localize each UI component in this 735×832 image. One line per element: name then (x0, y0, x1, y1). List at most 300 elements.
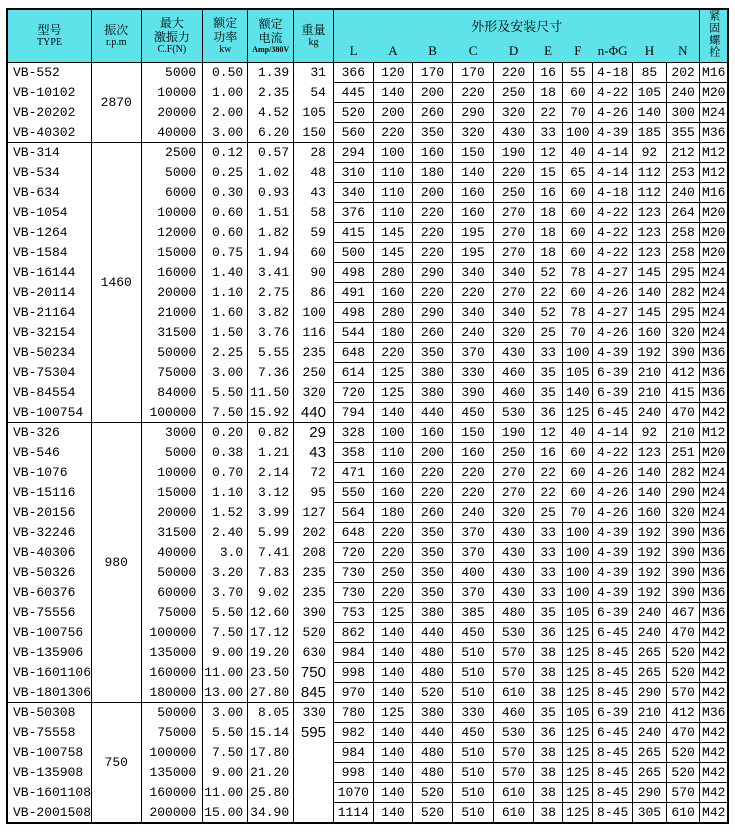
cell-dim-A: 160 (373, 283, 413, 303)
cell-dim-E: 18 (533, 83, 563, 103)
cell-dim-N: 412 (666, 363, 700, 383)
cell-dim-A: 180 (373, 503, 413, 523)
cell-dim-N: 295 (666, 263, 700, 283)
cell-dim-N: 415 (666, 383, 700, 403)
cell-dim-N: 467 (666, 603, 700, 623)
cell-exciting-force: 5000 (141, 63, 203, 83)
cell-bolt: M12 (700, 163, 728, 183)
cell-rated-current: 27.80 (248, 683, 294, 703)
cell-exciting-force: 100000 (141, 743, 203, 763)
cell-dim-nPhiG: 4-39 (593, 123, 633, 143)
cell-dim-E: 25 (533, 503, 563, 523)
cell-dim-L: 730 (333, 563, 373, 583)
cell-rated-power: 1.10 (203, 283, 248, 303)
cell-model: VB-1584 (7, 243, 92, 263)
cell-dim-D: 190 (494, 143, 534, 163)
cell-dim-nPhiG: 4-22 (593, 443, 633, 463)
cell-dim-L: 498 (333, 263, 373, 283)
cell-dim-C: 510 (452, 683, 493, 703)
cell-exciting-force: 2500 (141, 143, 203, 163)
model-header-en: TYPE (37, 37, 62, 48)
cell-dim-A: 140 (373, 403, 413, 423)
cell-dim-N: 390 (666, 563, 700, 583)
cell-rated-power: 9.00 (203, 643, 248, 663)
cell-dim-B: 440 (413, 403, 453, 423)
cell-dim-E: 36 (533, 723, 563, 743)
cell-dim-A: 145 (373, 223, 413, 243)
cell-exciting-force: 200000 (141, 803, 203, 824)
cell-dim-F: 125 (563, 683, 593, 703)
cell-dim-A: 110 (373, 443, 413, 463)
cell-dim-B: 220 (413, 283, 453, 303)
cell-bolt: M16 (700, 183, 728, 203)
cell-dim-B: 350 (413, 583, 453, 603)
cell-dim-B: 160 (413, 143, 453, 163)
cell-dim-E: 33 (533, 543, 563, 563)
cell-dim-H: 265 (633, 743, 667, 763)
cell-exciting-force: 12000 (141, 223, 203, 243)
cell-dim-D: 610 (494, 783, 534, 803)
cell-dim-A: 125 (373, 603, 413, 623)
cell-exciting-force: 31500 (141, 323, 203, 343)
cell-dim-nPhiG: 8-45 (593, 663, 633, 683)
cell-dim-L: 560 (333, 123, 373, 143)
cell-dim-B: 170 (413, 63, 453, 83)
cell-dim-N: 412 (666, 703, 700, 723)
cell-dim-A: 100 (373, 143, 413, 163)
cell-dim-H: 305 (633, 803, 667, 824)
cell-rated-power: 3.00 (203, 123, 248, 143)
cell-model: VB-1076 (7, 463, 92, 483)
cell-dim-F: 105 (563, 603, 593, 623)
cell-weight (294, 763, 334, 783)
cell-dim-C: 195 (452, 223, 493, 243)
cell-dim-N: 520 (666, 663, 700, 683)
cell-dim-nPhiG: 4-18 (593, 183, 633, 203)
cell-exciting-force: 50000 (141, 563, 203, 583)
cell-bolt: M36 (700, 603, 728, 623)
cell-dim-F: 125 (563, 623, 593, 643)
cell-dim-C: 510 (452, 763, 493, 783)
cell-dim-L: 491 (333, 283, 373, 303)
cell-rpm: 750 (92, 703, 141, 824)
cell-weight: 60 (294, 243, 334, 263)
cell-dim-nPhiG: 4-22 (593, 203, 633, 223)
cell-dim-L: 520 (333, 103, 373, 123)
cell-rated-current: 19.20 (248, 643, 294, 663)
cell-weight: 440 (294, 403, 334, 423)
cell-dim-H: 210 (633, 363, 667, 383)
cell-dim-F: 60 (563, 83, 593, 103)
cell-dim-A: 250 (373, 563, 413, 583)
cell-dim-C: 160 (452, 443, 493, 463)
cell-dim-D: 430 (494, 583, 534, 603)
cell-dim-L: 500 (333, 243, 373, 263)
cell-dim-E: 33 (533, 523, 563, 543)
cell-dim-nPhiG: 4-26 (593, 483, 633, 503)
cell-dim-L: 415 (333, 223, 373, 243)
cell-bolt: M24 (700, 283, 728, 303)
cell-rated-power: 0.50 (203, 63, 248, 83)
cell-rated-power: 13.00 (203, 683, 248, 703)
cell-dim-L: 984 (333, 743, 373, 763)
cell-bolt: M20 (700, 243, 728, 263)
cell-dim-C: 195 (452, 243, 493, 263)
cell-dim-nPhiG: 8-45 (593, 743, 633, 763)
cell-dim-E: 38 (533, 743, 563, 763)
force-header-en: C.F(N) (157, 44, 187, 55)
cell-exciting-force: 135000 (141, 643, 203, 663)
cell-model: VB-75304 (7, 363, 92, 383)
cell-dim-C: 150 (452, 423, 493, 443)
cell-dim-A: 140 (373, 803, 413, 824)
cell-dim-E: 36 (533, 623, 563, 643)
cell-rated-power: 7.50 (203, 743, 248, 763)
cell-exciting-force: 5000 (141, 163, 203, 183)
cell-dim-H: 192 (633, 563, 667, 583)
cell-dim-N: 258 (666, 223, 700, 243)
cell-rated-power: 7.50 (203, 403, 248, 423)
cell-dim-N: 520 (666, 763, 700, 783)
cell-dim-F: 125 (563, 763, 593, 783)
cell-dim-F: 60 (563, 243, 593, 263)
cell-rated-power: 5.50 (203, 383, 248, 403)
cell-rated-current: 17.80 (248, 743, 294, 763)
cell-exciting-force: 160000 (141, 663, 203, 683)
col-header-C: C (452, 40, 493, 63)
cell-dim-N: 570 (666, 783, 700, 803)
col-header-F: F (563, 40, 593, 63)
cell-rated-current: 2.35 (248, 83, 294, 103)
cell-dim-D: 250 (494, 443, 534, 463)
cell-weight: 58 (294, 203, 334, 223)
cell-dim-nPhiG: 6-39 (593, 603, 633, 623)
cell-dim-nPhiG: 8-45 (593, 803, 633, 824)
cell-dim-H: 240 (633, 623, 667, 643)
cell-dim-H: 265 (633, 763, 667, 783)
cell-dim-H: 145 (633, 303, 667, 323)
cell-dim-A: 140 (373, 683, 413, 703)
cell-dim-A: 160 (373, 463, 413, 483)
cell-exciting-force: 20000 (141, 103, 203, 123)
cell-dim-H: 123 (633, 443, 667, 463)
cell-dim-N: 251 (666, 443, 700, 463)
cell-dim-nPhiG: 4-27 (593, 263, 633, 283)
cell-dim-H: 160 (633, 503, 667, 523)
cell-dim-B: 220 (413, 463, 453, 483)
cell-model: VB-32154 (7, 323, 92, 343)
cell-dim-E: 35 (533, 703, 563, 723)
cell-exciting-force: 15000 (141, 483, 203, 503)
cell-dim-H: 192 (633, 543, 667, 563)
cell-weight: 202 (294, 523, 334, 543)
cell-dim-A: 120 (373, 63, 413, 83)
cell-rated-current: 15.14 (248, 723, 294, 743)
cell-dim-B: 200 (413, 83, 453, 103)
cell-exciting-force: 16000 (141, 263, 203, 283)
cell-exciting-force: 3000 (141, 423, 203, 443)
cell-dim-nPhiG: 4-39 (593, 343, 633, 363)
cell-dim-E: 25 (533, 323, 563, 343)
col-header-L: L (333, 40, 373, 63)
cell-dim-A: 220 (373, 583, 413, 603)
cell-exciting-force: 135000 (141, 763, 203, 783)
power-header-en: kw (219, 44, 232, 55)
cell-weight: 520 (294, 623, 334, 643)
cell-dim-N: 202 (666, 63, 700, 83)
cell-dim-F: 60 (563, 283, 593, 303)
cell-dim-L: 294 (333, 143, 373, 163)
cell-dim-L: 753 (333, 603, 373, 623)
cell-dim-H: 240 (633, 603, 667, 623)
cell-rated-power: 1.50 (203, 323, 248, 343)
cell-dim-H: 240 (633, 723, 667, 743)
cell-dim-nPhiG: 4-14 (593, 423, 633, 443)
cell-rated-current: 5.99 (248, 523, 294, 543)
cell-dim-B: 520 (413, 783, 453, 803)
cell-dim-F: 140 (563, 383, 593, 403)
cell-dim-H: 192 (633, 523, 667, 543)
cell-dim-E: 18 (533, 243, 563, 263)
cell-exciting-force: 21000 (141, 303, 203, 323)
cell-dim-A: 220 (373, 343, 413, 363)
cell-model: VB-326 (7, 423, 92, 443)
cell-dim-nPhiG: 6-45 (593, 723, 633, 743)
cell-rated-current: 17.12 (248, 623, 294, 643)
cell-rpm: 980 (92, 423, 141, 703)
cell-dim-D: 270 (494, 483, 534, 503)
cell-dim-D: 320 (494, 323, 534, 343)
cell-bolt: M24 (700, 483, 728, 503)
cell-weight (294, 743, 334, 763)
cell-dim-A: 140 (373, 663, 413, 683)
cell-rated-power: 0.20 (203, 423, 248, 443)
cell-rpm: 1460 (92, 143, 141, 423)
weight-header-en: kg (308, 37, 319, 48)
cell-dim-L: 366 (333, 63, 373, 83)
cell-dim-C: 510 (452, 743, 493, 763)
cell-dim-D: 430 (494, 123, 534, 143)
cell-dim-D: 430 (494, 343, 534, 363)
cell-dim-nPhiG: 4-26 (593, 283, 633, 303)
cell-rated-power: 2.25 (203, 343, 248, 363)
cell-dim-C: 170 (452, 63, 493, 83)
cell-model: VB-50234 (7, 343, 92, 363)
cell-dim-E: 52 (533, 303, 563, 323)
cell-rated-power: 1.40 (203, 263, 248, 283)
cell-dim-F: 125 (563, 743, 593, 763)
cell-model: VB-100756 (7, 623, 92, 643)
cell-dim-E: 22 (533, 283, 563, 303)
cell-dim-H: 290 (633, 683, 667, 703)
cell-dim-L: 998 (333, 763, 373, 783)
cell-model: VB-1264 (7, 223, 92, 243)
cell-weight: 235 (294, 343, 334, 363)
cell-bolt: M42 (700, 803, 728, 824)
cell-dim-F: 78 (563, 303, 593, 323)
cell-exciting-force: 40000 (141, 543, 203, 563)
cell-dim-L: 1114 (333, 803, 373, 824)
cell-exciting-force: 20000 (141, 283, 203, 303)
cell-rated-power: 11.00 (203, 783, 248, 803)
cell-dim-C: 220 (452, 83, 493, 103)
cell-rated-current: 2.14 (248, 463, 294, 483)
cell-dim-E: 22 (533, 463, 563, 483)
cell-dim-nPhiG: 4-22 (593, 223, 633, 243)
cell-dim-E: 52 (533, 263, 563, 283)
cell-dim-N: 240 (666, 183, 700, 203)
cell-dim-A: 180 (373, 323, 413, 343)
cell-rated-power: 2.00 (203, 103, 248, 123)
cell-dim-D: 430 (494, 563, 534, 583)
cell-dim-D: 220 (494, 63, 534, 83)
cell-rated-power: 3.00 (203, 703, 248, 723)
cell-bolt: M24 (700, 303, 728, 323)
cell-dim-F: 125 (563, 403, 593, 423)
cell-dim-B: 480 (413, 663, 453, 683)
cell-rated-power: 0.60 (203, 203, 248, 223)
cell-dim-A: 145 (373, 243, 413, 263)
current-header-en: Amp/380V (252, 45, 290, 54)
cell-model: VB-75556 (7, 603, 92, 623)
cell-rated-power: 3.70 (203, 583, 248, 603)
cell-model: VB-20114 (7, 283, 92, 303)
cell-bolt: M24 (700, 503, 728, 523)
cell-dim-L: 550 (333, 483, 373, 503)
cell-dim-L: 471 (333, 463, 373, 483)
col-header-H: H (633, 40, 667, 63)
cell-dim-nPhiG: 4-14 (593, 163, 633, 183)
table-row (7, 143, 728, 163)
cell-dim-E: 35 (533, 603, 563, 623)
cell-dim-D: 430 (494, 543, 534, 563)
cell-dim-E: 12 (533, 143, 563, 163)
cell-rated-current: 7.41 (248, 543, 294, 563)
cell-dim-nPhiG: 6-45 (593, 403, 633, 423)
cell-dim-C: 330 (452, 363, 493, 383)
cell-weight: 208 (294, 543, 334, 563)
cell-model: VB-15116 (7, 483, 92, 503)
cell-weight: 90 (294, 263, 334, 283)
cell-dim-D: 610 (494, 803, 534, 824)
cell-dim-L: 310 (333, 163, 373, 183)
cell-dim-C: 240 (452, 503, 493, 523)
cell-rated-power: 5.50 (203, 723, 248, 743)
cell-dim-A: 280 (373, 263, 413, 283)
cell-dim-L: 982 (333, 723, 373, 743)
cell-dim-A: 100 (373, 423, 413, 443)
cell-dim-nPhiG: 6-45 (593, 623, 633, 643)
cell-rated-power: 3.00 (203, 363, 248, 383)
cell-weight: 100 (294, 303, 334, 323)
cell-rated-power: 1.10 (203, 483, 248, 503)
cell-weight: 43 (294, 183, 334, 203)
cell-dim-E: 38 (533, 663, 563, 683)
cell-rated-current: 2.75 (248, 283, 294, 303)
force-header-cn2: 激振力 (153, 30, 190, 44)
cell-dim-L: 498 (333, 303, 373, 323)
cell-dim-C: 370 (452, 583, 493, 603)
table-row (7, 423, 728, 443)
cell-dim-L: 340 (333, 183, 373, 203)
cell-dim-H: 123 (633, 203, 667, 223)
cell-dim-D: 460 (494, 383, 534, 403)
cell-dim-F: 105 (563, 703, 593, 723)
cell-model: VB-1054 (7, 203, 92, 223)
cell-dim-N: 390 (666, 583, 700, 603)
cell-dim-C: 340 (452, 263, 493, 283)
cell-dim-C: 220 (452, 283, 493, 303)
cell-dim-L: 730 (333, 583, 373, 603)
col-header-D: D (494, 40, 534, 63)
cell-dim-N: 210 (666, 423, 700, 443)
cell-model: VB-1601106 (7, 663, 92, 683)
cell-rated-power: 7.50 (203, 623, 248, 643)
cell-dim-A: 220 (373, 123, 413, 143)
cell-dim-B: 440 (413, 623, 453, 643)
cell-dim-B: 220 (413, 203, 453, 223)
cell-dim-F: 60 (563, 463, 593, 483)
cell-dim-nPhiG: 4-26 (593, 323, 633, 343)
cell-bolt: M42 (700, 783, 728, 803)
cell-exciting-force: 100000 (141, 403, 203, 423)
cell-bolt: M24 (700, 263, 728, 283)
cell-bolt: M42 (700, 683, 728, 703)
cell-dim-A: 110 (373, 163, 413, 183)
cell-exciting-force: 6000 (141, 183, 203, 203)
cell-rated-current: 4.52 (248, 103, 294, 123)
cell-exciting-force: 10000 (141, 463, 203, 483)
cell-model: VB-75558 (7, 723, 92, 743)
cell-dim-nPhiG: 4-22 (593, 83, 633, 103)
cell-rated-current: 7.36 (248, 363, 294, 383)
cell-dim-C: 320 (452, 123, 493, 143)
bolt-header-vertical-text: 紧固螺栓 (707, 10, 721, 58)
cell-rated-power: 0.12 (203, 143, 248, 163)
cell-dim-F: 40 (563, 423, 593, 443)
cell-model: VB-135906 (7, 643, 92, 663)
cell-model: VB-1601108 (7, 783, 92, 803)
col-header-rpm (92, 9, 141, 63)
cell-dim-A: 110 (373, 183, 413, 203)
cell-dim-L: 376 (333, 203, 373, 223)
cell-dim-H: 265 (633, 643, 667, 663)
cell-dim-B: 350 (413, 523, 453, 543)
cell-dim-N: 520 (666, 643, 700, 663)
cell-dim-A: 140 (373, 763, 413, 783)
cell-rated-power: 1.52 (203, 503, 248, 523)
cell-dim-B: 380 (413, 703, 453, 723)
cell-dim-A: 200 (373, 103, 413, 123)
cell-dim-H: 145 (633, 263, 667, 283)
cell-exciting-force: 100000 (141, 623, 203, 643)
cell-dim-H: 192 (633, 343, 667, 363)
cell-bolt: M36 (700, 583, 728, 603)
cell-dim-E: 12 (533, 423, 563, 443)
cell-dim-N: 390 (666, 543, 700, 563)
spec-table (6, 8, 729, 824)
cell-rated-power: 5.50 (203, 603, 248, 623)
cell-dim-B: 350 (413, 543, 453, 563)
cell-model: VB-100758 (7, 743, 92, 763)
cell-rated-power: 0.30 (203, 183, 248, 203)
cell-dim-C: 370 (452, 543, 493, 563)
cell-dim-C: 370 (452, 343, 493, 363)
cell-model: VB-546 (7, 443, 92, 463)
cell-rpm: 2870 (92, 63, 141, 143)
cell-rated-current: 5.55 (248, 343, 294, 363)
cell-rated-power: 9.00 (203, 763, 248, 783)
